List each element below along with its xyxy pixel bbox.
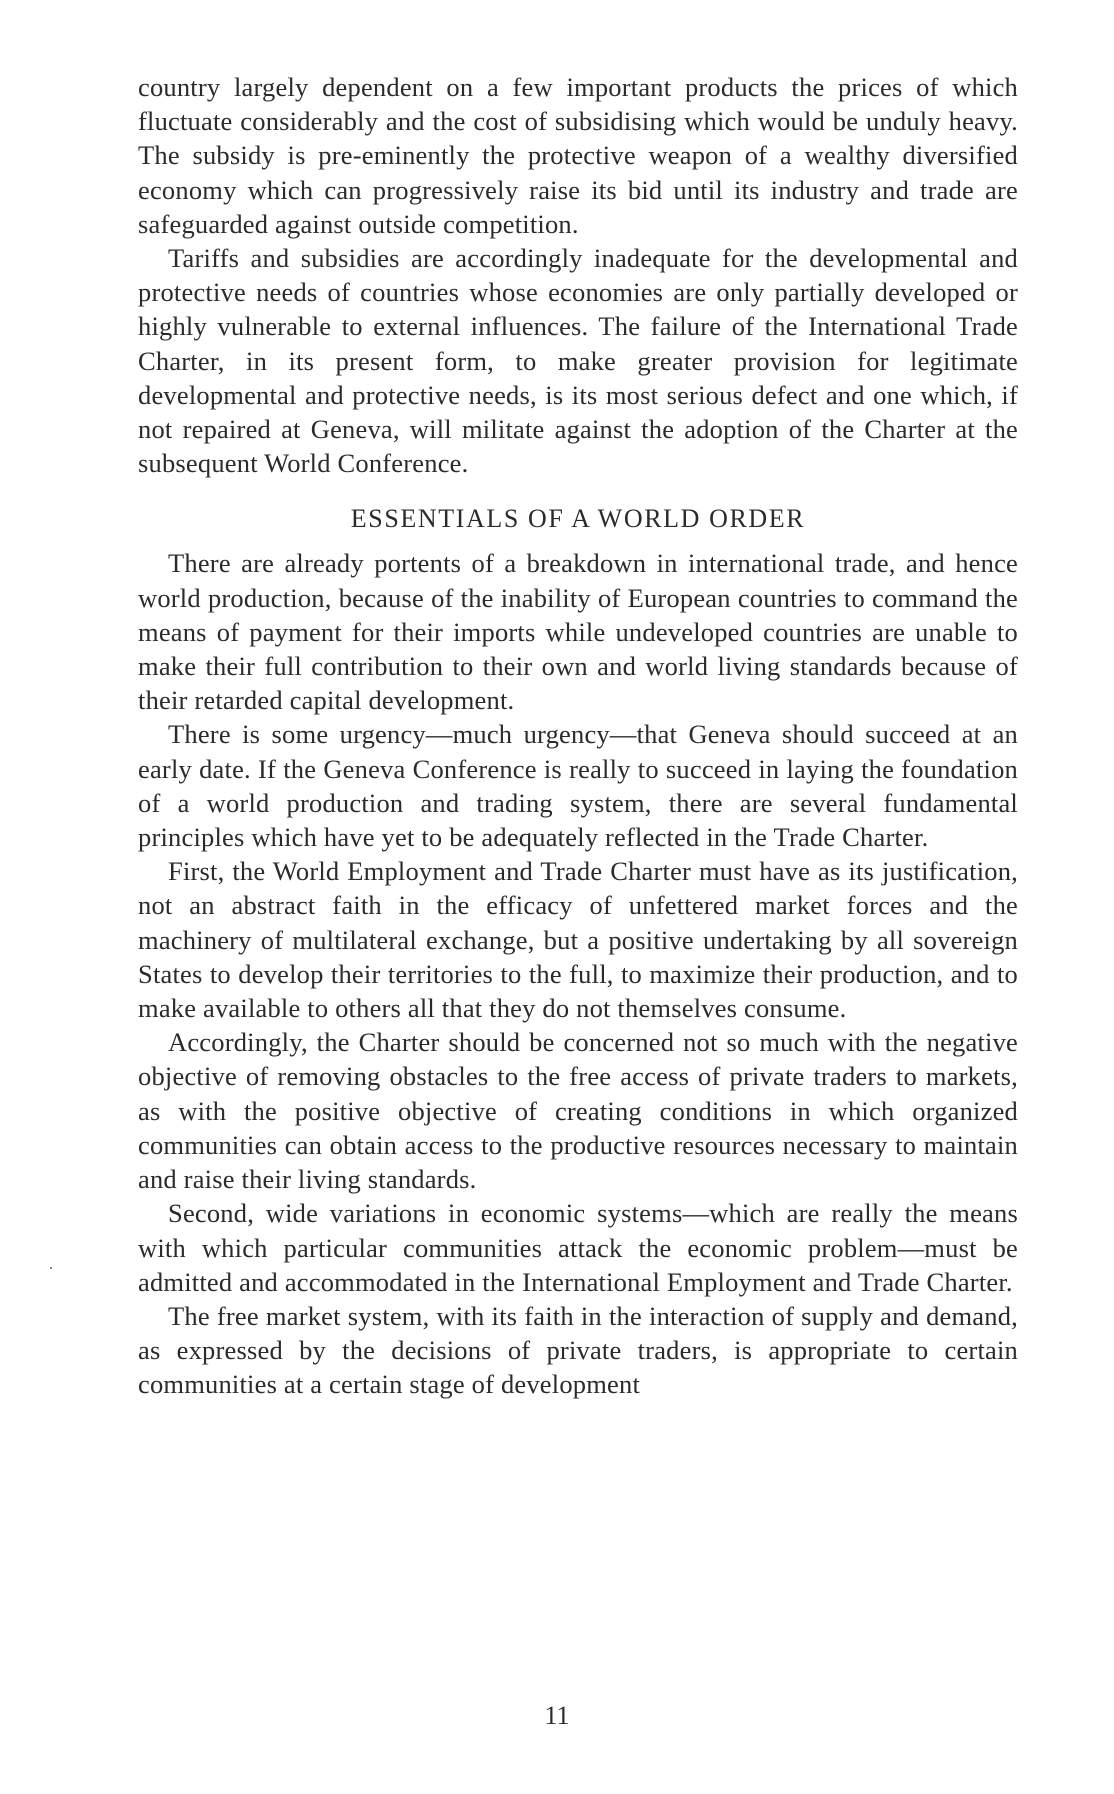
page-number: 11 bbox=[544, 1701, 570, 1730]
document-page bbox=[138, 70, 1018, 1402]
paragraph-accordingly-charter: Accordingly, the Charter should be concerned not so much with the negative objective of removing obstacles to the free access of private traders to markets, as with the positive objective of creating conditions in which organized communities can obtain access to the productive resources necessary to maintain and raise their living standards. bbox=[138, 1027, 1018, 1195]
paragraph-tariffs-subsidies: Tariffs and subsidies are accordingly inadequate for the developmental and protective needs of countries whose economies are only partially developed or highly vulnerable to external influences. The failure of the International Trade Charter, in its present form, to make greater provision for legitimate developmental and protective needs, is its most serious defect and one which, if not repaired at Geneva, will militate against the adoption of the Charter at the subsequent World Conference. bbox=[138, 243, 1018, 479]
paragraph-first-principle: First, the World Employment and Trade Charter must have as its justification, not an abstract faith in the efficacy of unfettered market forces and the machinery of multilateral exchange, but a positive undertaking by all sovereign States to develop their territories to the full, to maximize their production, and to make available to others all that they do not themselves consume. bbox=[138, 856, 1018, 1024]
section-heading: ESSENTIALS OF A WORLD ORDER bbox=[350, 504, 806, 534]
paragraph-subsidy-continued: country largely dependent on a few important products the prices of which fluctuate considerably and the cost of subsidising which would be unduly heavy. The subsidy is pre-eminently the protective weapon of a wealthy diversified economy which can progressively raise its bid until its industry and trade are safeguarded against outside competition. bbox=[138, 72, 1018, 239]
paragraph-free-market: The free market system, with its faith in the interaction of supply and demand, as expressed by the decisions of private traders, is appropriate to certain communities at a certain stage of development bbox=[138, 1300, 1018, 1400]
paragraph-second-principle: Second, wide variations in economic systems—which are really the means with which particular communities attack the economic problem—must be admitted and accommodated in the International Employment and Trade Charter. bbox=[138, 1198, 1018, 1297]
paragraph-portents-breakdown: There are already portents of a breakdown in international trade, and hence world production, because of the inability of European countries to command the means of payment for their imports while undeveloped countries are unable to make their full contribution to their own and world living standards because of their retarded capital development. bbox=[138, 548, 1018, 716]
paragraph-urgency-geneva: There is some urgency—much urgency—that Geneva should succeed at an early date. If the Geneva Conference is really to succeed in laying the foundation of a world production and trading system, there are several fundamental principles which have yet to be adequately reflected in the Trade Charter. bbox=[138, 719, 1018, 853]
margin-mark bbox=[50, 1267, 52, 1269]
